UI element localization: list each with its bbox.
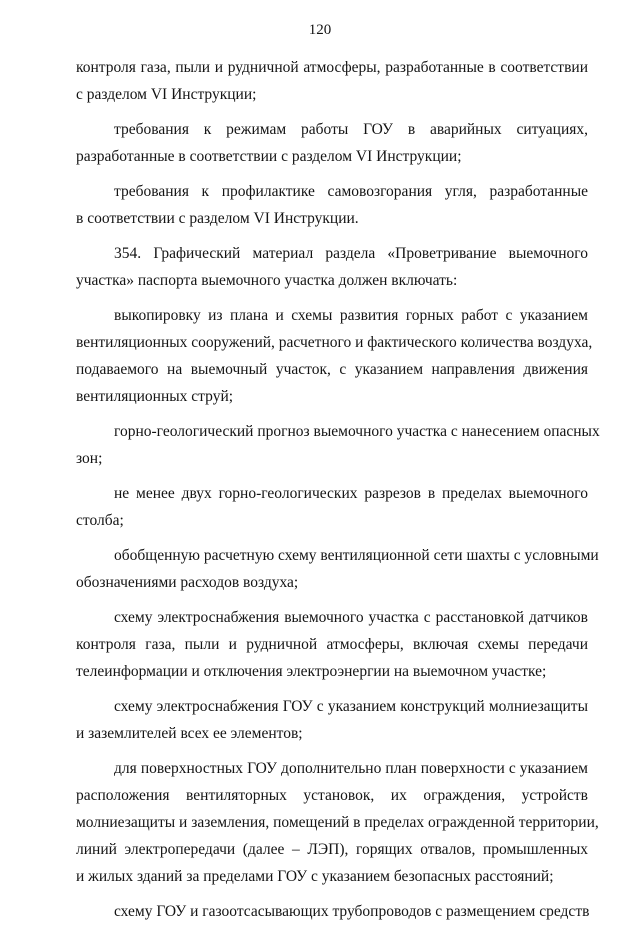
text-line: схему ГОУ и газоотсасывающих трубопроводов с размещением средств [114,903,590,920]
text-line: с разделом VI Инструкции; [76,86,257,103]
paragraph-ventilation-scheme [76,542,599,596]
text-line: контроля газа, пыли и рудничной атмосферы, включая схемы передачи [76,636,588,653]
text-line: контроля газа, пыли и рудничной атмосферы, разработанные в соответствии [76,59,588,76]
text-line: расположения вентиляторных установок, их ограждения, устройств [76,787,588,804]
paragraph-gou-emergency [76,116,588,170]
text-line: линий электропередачи (далее – ЛЭП), горящих отвалов, промышленных [76,841,588,858]
paragraph-geological-forecast [76,418,600,472]
text-line: и жилых зданий за пределами ГОУ с указанием безопасных расстояний; [76,868,554,885]
text-line: схему электроснабжения выемочного участка с расстановкой датчиков [114,609,588,626]
paragraph-gou-pipelines [76,898,588,925]
text-line: требования к профилактике самовозгорания угля, разработанные [114,183,588,200]
text-line: обобщенную расчетную схему вентиляционной сети шахты с условными [114,547,599,564]
page-number: 120 [308,22,332,38]
text-line: 354. Графический материал раздела «Проветривание выемочного [114,245,588,262]
text-line: в соответствии с разделом VI Инструкции. [76,210,359,227]
text-line: не менее двух горно-геологических разрезов в пределах выемочного [114,485,588,502]
paragraph-continuation [76,54,588,108]
text-line: зон; [76,450,103,467]
text-line: вентиляционных сооружений, расчетного и фактического количества воздуха, [76,334,593,351]
text-line: разработанные в соответствии с разделом VI Инструкции; [76,148,462,165]
text-line: обозначениями расходов воздуха; [76,574,299,591]
paragraph-self-ignition [76,178,588,232]
paragraph-clause-354 [76,240,588,294]
text-line: участка» паспорта выемочного участка должен включать: [76,272,458,289]
document-body [76,54,600,933]
text-line: для поверхностных ГОУ дополнительно план поверхности с указанием [114,760,588,777]
paragraph-geological-sections [76,480,588,534]
text-line: схему электроснабжения ГОУ с указанием конструкций молниезащиты [114,698,588,715]
text-line: столба; [76,512,124,529]
text-line: горно-геологический прогноз выемочного участка с нанесением опасных [114,423,600,440]
text-line: требования к режимам работы ГОУ в аварийных ситуациях, [114,121,588,138]
paragraph-surface-gou-plan [76,755,599,890]
text-line: телеинформации и отключения электроэнергии на выемочном участке; [76,663,547,680]
paragraph-power-supply-gou [76,693,588,747]
text-line: и заземлителей всех ее элементов; [76,725,303,742]
paragraph-mine-plan-extract [76,302,593,410]
text-line: молниезащиты и заземления, помещений в пределах огражденной территории, [76,814,599,831]
text-line: подаваемого на выемочный участок, с указанием направления движения [76,361,588,378]
text-line: выкопировку из плана и схемы развития горных работ с указанием [114,307,588,324]
text-line: вентиляционных струй; [76,388,234,405]
paragraph-power-supply-section [76,604,588,685]
